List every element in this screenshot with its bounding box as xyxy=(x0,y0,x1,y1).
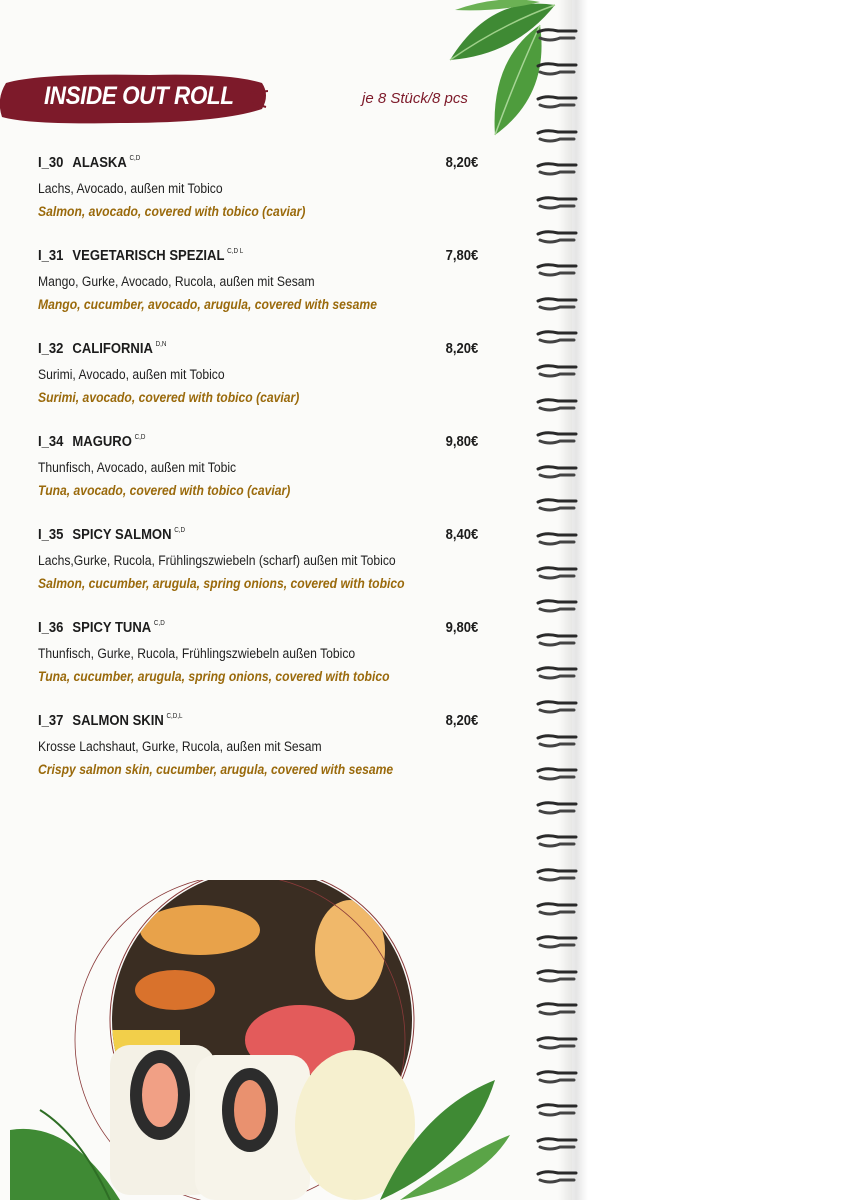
pieces-note: je 8 Stück/8 pcs xyxy=(362,90,468,107)
spiral-coil xyxy=(536,1170,580,1184)
item-description-de: Surimi, Avocado, außen mit Tobico xyxy=(38,367,225,382)
spiral-coil xyxy=(536,1002,580,1016)
item-allergens: C,D xyxy=(174,527,186,534)
item-heading xyxy=(38,434,145,450)
spiral-coil xyxy=(536,230,580,244)
menu-list xyxy=(38,150,482,801)
spiral-coil xyxy=(536,969,580,983)
spiral-coil xyxy=(536,162,580,176)
section-title: INSIDE OUT ROLL xyxy=(44,82,234,110)
spiral-coil xyxy=(536,263,580,277)
item-name: SPICY TUNA xyxy=(72,620,152,636)
spiral-coil xyxy=(536,1070,580,1084)
item-name: SALMON SKIN xyxy=(72,713,164,729)
item-allergens: C,D xyxy=(134,434,146,441)
spiral-coil xyxy=(536,1137,580,1151)
item-heading xyxy=(38,527,185,543)
blank-page xyxy=(572,0,847,1200)
sushi-photo xyxy=(0,880,572,1200)
item-code: I_37 xyxy=(38,713,64,729)
item-name: CALIFORNIA xyxy=(72,341,153,357)
item-description-en: Salmon, cucumber, arugula, spring onions, covered with tobico xyxy=(38,576,405,591)
item-description-de: Lachs,Gurke, Rucola, Frühlingszwiebeln (scharf) außen mit Tobico xyxy=(38,553,396,568)
item-description-en: Mango, cucumber, avocado, arugula, covered with sesame xyxy=(38,297,377,312)
item-name: VEGETARISCH SPEZIAL xyxy=(72,248,225,264)
spiral-coil xyxy=(536,398,580,412)
spiral-coil xyxy=(536,767,580,781)
item-name: MAGURO xyxy=(72,434,132,450)
spiral-coil xyxy=(536,834,580,848)
spiral-coil xyxy=(536,465,580,479)
spiral-coil xyxy=(536,28,580,42)
spiral-coil xyxy=(536,566,580,580)
spiral-coil xyxy=(536,868,580,882)
spiral-coil xyxy=(536,364,580,378)
item-code: I_34 xyxy=(38,434,64,450)
item-description-en: Salmon, avocado, covered with tobico (caviar) xyxy=(38,204,306,219)
item-allergens: D,N xyxy=(155,341,167,348)
item-heading xyxy=(38,155,140,171)
spiral-coil xyxy=(536,498,580,512)
item-code: I_30 xyxy=(38,155,64,171)
item-allergens: C,D,L xyxy=(166,713,183,720)
item-code: I_32 xyxy=(38,341,64,357)
item-heading xyxy=(38,713,183,729)
spiral-coil xyxy=(536,297,580,311)
spiral-coil xyxy=(536,734,580,748)
spiral-coil xyxy=(536,700,580,714)
menu-item xyxy=(38,615,482,708)
item-price: 9,80€ xyxy=(445,620,478,636)
item-description-en: Tuna, avocado, covered with tobico (caviar) xyxy=(38,483,291,498)
item-heading xyxy=(38,341,166,357)
item-price: 9,80€ xyxy=(445,434,478,450)
item-price: 8,20€ xyxy=(445,155,478,171)
item-code: I_35 xyxy=(38,527,64,543)
menu-item xyxy=(38,336,482,429)
spiral-coil xyxy=(536,62,580,76)
spiral-coil xyxy=(536,532,580,546)
spiral-coil xyxy=(536,599,580,613)
item-allergens: C,D L xyxy=(227,248,244,255)
item-code: I_31 xyxy=(38,248,64,264)
item-price: 8,20€ xyxy=(445,713,478,729)
item-name: SPICY SALMON xyxy=(72,527,172,543)
item-price: 8,40€ xyxy=(445,527,478,543)
menu-item xyxy=(38,150,482,243)
item-allergens: C,D xyxy=(129,155,141,162)
spiral-coil xyxy=(536,196,580,210)
spiral-coil xyxy=(536,935,580,949)
menu-item xyxy=(38,522,482,615)
item-price: 7,80€ xyxy=(445,248,478,264)
item-code: I_36 xyxy=(38,620,64,636)
menu-item xyxy=(38,708,482,801)
spiral-coil xyxy=(536,1103,580,1117)
spiral-coil xyxy=(536,431,580,445)
spiral-coil xyxy=(536,330,580,344)
spiral-coil xyxy=(536,1036,580,1050)
spiral-coil xyxy=(536,666,580,680)
spiral-coil xyxy=(536,801,580,815)
item-heading xyxy=(38,248,243,264)
item-description-de: Thunfisch, Gurke, Rucola, Frühlingszwiebeln außen Tobico xyxy=(38,646,356,661)
spiral-coil xyxy=(536,129,580,143)
item-allergens: C,D xyxy=(153,620,165,627)
item-description-de: Mango, Gurke, Avocado, Rucola, außen mit Sesam xyxy=(38,274,315,289)
spiral-coil xyxy=(536,902,580,916)
spiral-coil xyxy=(536,633,580,647)
sushi-roll xyxy=(110,1045,415,1200)
item-description-en: Surimi, avocado, covered with tobico (caviar) xyxy=(38,390,300,405)
item-name: ALASKA xyxy=(72,155,127,171)
menu-item xyxy=(38,243,482,336)
menu-item xyxy=(38,429,482,522)
item-description-de: Thunfisch, Avocado, außen mit Tobic xyxy=(38,460,237,475)
spiral-coil xyxy=(536,95,580,109)
item-price: 8,20€ xyxy=(445,341,478,357)
item-heading xyxy=(38,620,165,636)
item-description-de: Krosse Lachshaut, Gurke, Rucola, außen mit Sesam xyxy=(38,739,322,754)
item-description-de: Lachs, Avocado, außen mit Tobico xyxy=(38,181,223,196)
item-description-en: Crispy salmon skin, cucumber, arugula, covered with sesame xyxy=(38,762,394,777)
item-description-en: Tuna, cucumber, arugula, spring onions, covered with tobico xyxy=(38,669,390,684)
